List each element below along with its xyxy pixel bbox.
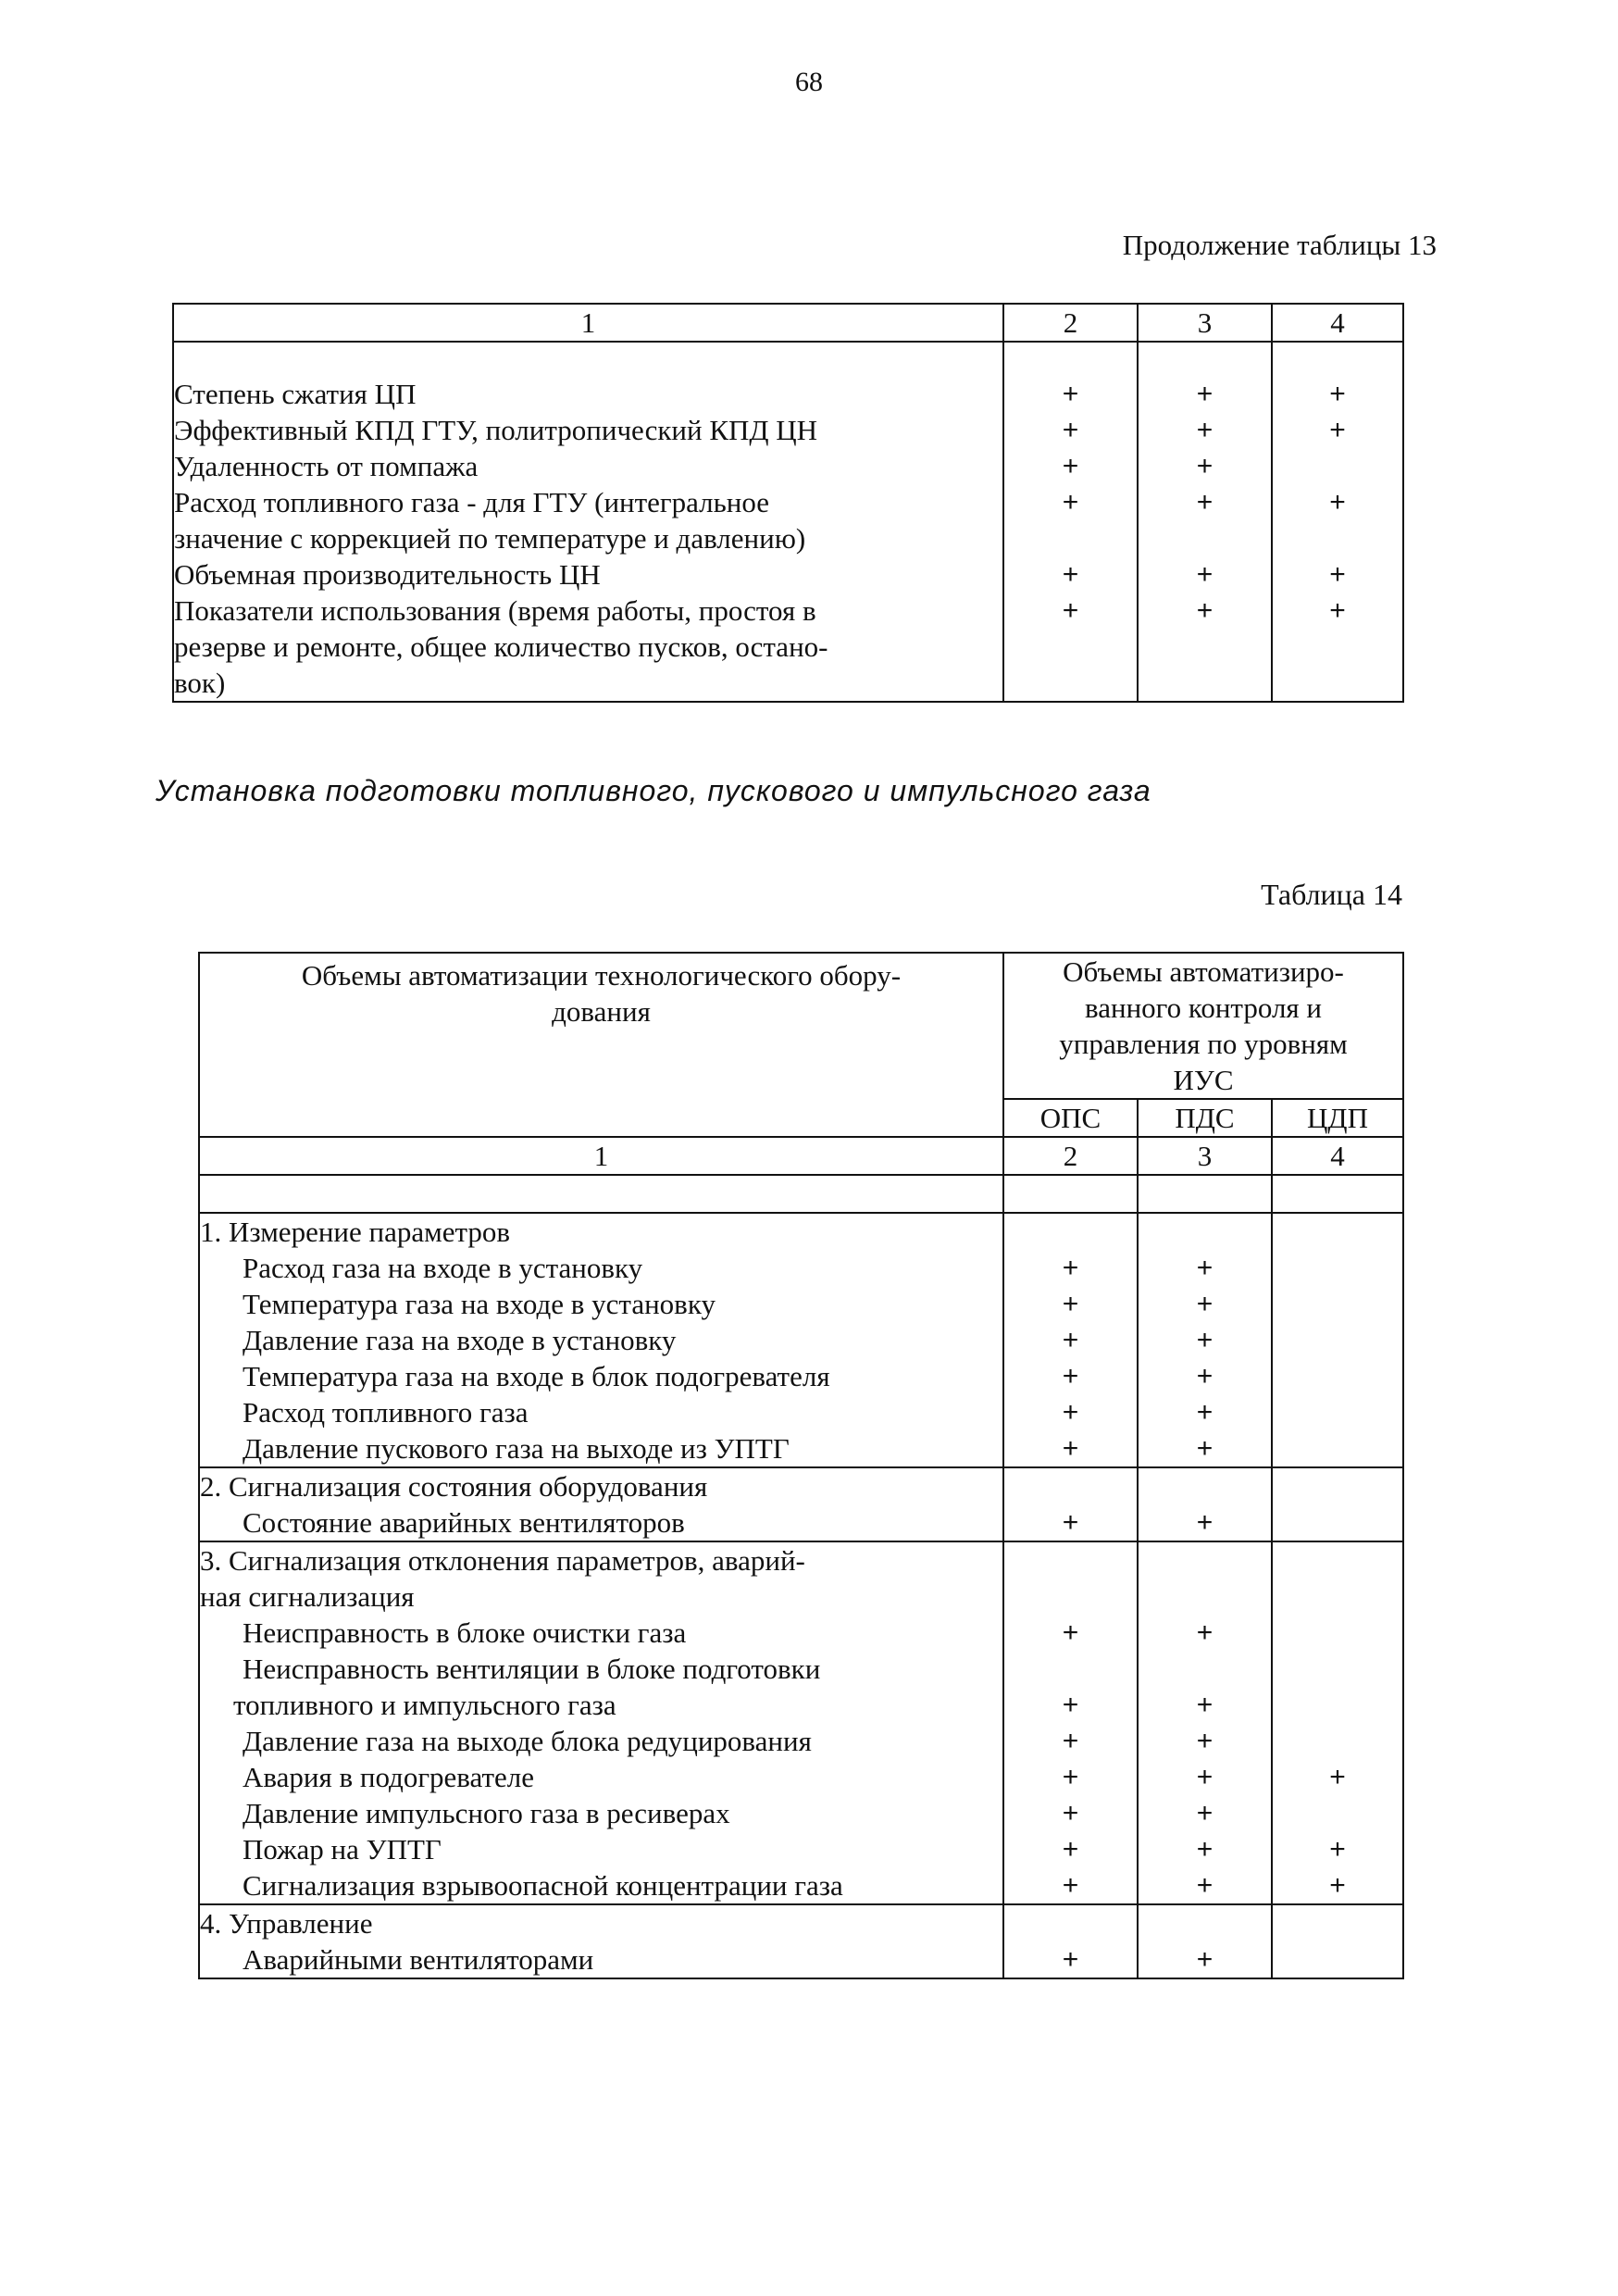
t14-ops-mark: +: [1062, 1289, 1079, 1319]
t14-item-label: Давление газа на входе в установку: [243, 1324, 677, 1356]
t14-pds-mark: +: [1196, 1762, 1214, 1792]
t13-row-label: резерве и ремонте, общее количество пусков, остано-: [174, 630, 828, 663]
t13-pds-cell: [1138, 342, 1272, 702]
t14-colnum-4: 4: [1272, 1137, 1403, 1175]
t13-ops-mark: [1004, 629, 1137, 665]
t14-empty-mark: [1004, 1468, 1137, 1504]
t14-item-label: Давление пускового газа на выходе из УПТГ: [243, 1432, 790, 1465]
t14-section-title: ная сигнализация: [200, 1580, 415, 1613]
t14-pds-mark: +: [1196, 1690, 1214, 1720]
t14-item-label: Неисправность в блоке очистки газа: [243, 1616, 687, 1649]
t13-row-label: Эффективный КПД ГТУ, политропический КПД ЦН: [174, 414, 818, 446]
t14-header-group: [1003, 953, 1403, 1099]
t14-section-label-cell: [199, 1541, 1003, 1904]
t13-pds-mark: +: [1196, 595, 1214, 626]
t14-section-1: [199, 1213, 1403, 1467]
t14-header-col1-line: Объемы автоматизации технологического обору-: [301, 959, 902, 992]
t14-pds-mark: +: [1196, 1397, 1214, 1428]
t14-pds-mark: [1139, 1651, 1271, 1687]
table-13: [172, 303, 1404, 703]
t14-ops-mark: +: [1062, 1870, 1079, 1901]
t13-ops-mark: +: [1062, 415, 1079, 445]
t13-row-label: вок): [174, 667, 226, 699]
t14-pds-mark: +: [1196, 1325, 1214, 1355]
t14-ops-mark: [1004, 1651, 1137, 1687]
t14-pds-mark: +: [1196, 1726, 1214, 1756]
t14-item-label: Сигнализация взрывоопасной концентрации газа: [243, 1869, 843, 1902]
t14-section-2: [199, 1467, 1403, 1541]
t13-row-label: Удаленность от помпажа: [174, 450, 479, 482]
t13-row-label: значение с коррекцией по температуре и давлению): [174, 522, 806, 555]
t13-cdp-mark: [1273, 448, 1402, 484]
t13-cdp-mark: +: [1329, 487, 1346, 518]
t13-cdp-mark: [1273, 520, 1402, 556]
t13-cdp-mark: +: [1329, 595, 1346, 626]
t14-pds-mark: +: [1196, 1944, 1214, 1975]
t13-colnum-2: 2: [1003, 304, 1138, 342]
t14-empty-mark: [1139, 1578, 1271, 1615]
t14-section-cdp-cell: [1272, 1467, 1403, 1541]
t14-section-ops-cell: [1003, 1904, 1138, 1978]
t13-cdp-cell: [1272, 342, 1403, 702]
t14-colnum-2: 2: [1003, 1137, 1138, 1175]
t14-ops-mark: +: [1062, 1798, 1079, 1828]
t14-ops-mark: +: [1062, 1397, 1079, 1428]
t14-ops-mark: +: [1062, 1325, 1079, 1355]
t13-ops-mark: +: [1062, 451, 1079, 481]
t14-section-4: [199, 1904, 1403, 1978]
t13-ops-mark: +: [1062, 487, 1079, 518]
t14-empty-mark: [1273, 1578, 1402, 1615]
t14-cdp-mark: [1273, 1286, 1402, 1322]
t14-pds-mark: +: [1196, 1253, 1214, 1283]
t14-blank-row: [199, 1175, 1403, 1213]
t14-blank-cell: [1138, 1175, 1272, 1213]
t14-item-label: Давление газа на выходе блока редуцирования: [243, 1725, 812, 1757]
t14-empty-mark: [1273, 1905, 1402, 1941]
t13-colnum-1: 1: [173, 304, 1003, 342]
t14-cdp-mark: [1273, 1430, 1402, 1466]
t13-pds-mark: +: [1196, 451, 1214, 481]
t13-ops-mark: +: [1062, 379, 1079, 409]
t14-pds-mark: +: [1196, 1617, 1214, 1648]
t13-ops-mark: +: [1062, 559, 1079, 590]
t14-header-group-line: Объемы автоматизиро-: [1063, 955, 1344, 988]
t14-ops-mark: +: [1062, 1361, 1079, 1391]
t14-cdp-mark: [1273, 1394, 1402, 1430]
t14-pds-mark: +: [1196, 1433, 1214, 1464]
t14-section-cdp-cell: [1272, 1213, 1403, 1467]
t14-cdp-mark: [1273, 1250, 1402, 1286]
t13-row-label: Объемная производительность ЦН: [174, 558, 601, 591]
t13-pds-mark: [1139, 520, 1271, 556]
t14-header-col1-line: дования: [552, 995, 651, 1028]
t14-level-2: ПДС: [1138, 1099, 1272, 1137]
t14-empty-mark: [1004, 1542, 1137, 1578]
t14-colnum-row: [199, 1137, 1403, 1175]
t14-empty-mark: [1273, 1468, 1402, 1504]
t14-header-group-text: [1004, 954, 1402, 1098]
t13-ops-cell: [1003, 342, 1138, 702]
t14-cdp-mark: [1273, 1723, 1402, 1759]
t14-empty-mark: [1004, 1214, 1137, 1250]
t14-header-col1: [199, 953, 1003, 1137]
t14-cdp-mark: +: [1329, 1762, 1346, 1792]
t13-row-label: Расход топливного газа - для ГТУ (интегральное: [174, 486, 770, 518]
t13-pds-mark: +: [1196, 487, 1214, 518]
t14-pds-mark: +: [1196, 1361, 1214, 1391]
t14-item-label: Расход топливного газа: [243, 1396, 529, 1429]
t13-colnum-row: [173, 304, 1403, 342]
t13-cdp-mark: [1273, 629, 1402, 665]
t14-section-ops-cell: [1003, 1467, 1138, 1541]
t14-empty-mark: [1139, 1214, 1271, 1250]
t14-item-label: Состояние аварийных вентиляторов: [243, 1506, 685, 1539]
t14-cdp-mark: +: [1329, 1870, 1346, 1901]
t14-ops-mark: +: [1062, 1617, 1079, 1648]
t14-empty-mark: [1004, 1905, 1137, 1941]
t14-colnum-1: 1: [199, 1137, 1003, 1175]
table13-caption: Продолжение таблицы 13: [1122, 229, 1437, 261]
t14-header-group-line: ванного контроля и: [1085, 992, 1323, 1024]
t14-ops-mark: +: [1062, 1690, 1079, 1720]
t14-section-cdp-cell: [1272, 1904, 1403, 1978]
t14-blank-cell: [1003, 1175, 1138, 1213]
t14-section-title: 2. Сигнализация состояния оборудования: [200, 1470, 708, 1503]
t14-item-label: Расход газа на входе в установку: [243, 1252, 643, 1284]
t14-section-title: 1. Измерение параметров: [200, 1216, 511, 1248]
t14-item-label: Авария в подогревателе: [243, 1761, 535, 1793]
t13-cdp-mark: +: [1329, 415, 1346, 445]
t14-header-col1-text: [200, 954, 1002, 1033]
t13-colnum-3: 3: [1138, 304, 1272, 342]
t14-item-label: Температура газа на входе в установку: [243, 1288, 716, 1320]
t14-empty-mark: [1139, 1542, 1271, 1578]
t14-cdp-mark: [1273, 1358, 1402, 1394]
t14-pds-mark: +: [1196, 1507, 1214, 1538]
t14-ops-mark: +: [1062, 1762, 1079, 1792]
t14-item-label: Давление импульсного газа в ресиверах: [243, 1797, 730, 1829]
t14-cdp-mark: [1273, 1322, 1402, 1358]
t14-section-ops-cell: [1003, 1213, 1138, 1467]
t14-item-label: Пожар на УПТГ: [243, 1833, 442, 1866]
t14-level-3: ЦДП: [1272, 1099, 1403, 1137]
t14-item-label: Неисправность вентиляции в блоке подготовки: [243, 1653, 821, 1685]
t14-empty-mark: [1004, 1578, 1137, 1615]
t13-description-cell: [173, 342, 1003, 702]
t14-cdp-mark: +: [1329, 1834, 1346, 1865]
t14-cdp-mark: [1273, 1504, 1402, 1541]
table-14: [198, 952, 1404, 1979]
t14-ops-mark: +: [1062, 1726, 1079, 1756]
t13-row-label: Степень сжатия ЦП: [174, 378, 417, 410]
t14-pds-mark: +: [1196, 1834, 1214, 1865]
t14-section-label-cell: [199, 1904, 1003, 1978]
t14-blank-cell: [1272, 1175, 1403, 1213]
t13-pds-mark: +: [1196, 415, 1214, 445]
section-title: Установка подготовки топливного, пускового и импульсного газа: [156, 774, 1151, 807]
t14-cdp-mark: [1273, 1941, 1402, 1978]
t13-colnum-4: 4: [1272, 304, 1403, 342]
t13-row-label: Показатели использования (время работы, простоя в: [174, 594, 816, 627]
t13-ops-mark: [1004, 520, 1137, 556]
t13-ops-mark: [1004, 665, 1137, 701]
t14-cdp-mark: [1273, 1615, 1402, 1651]
t14-header-group-line: управления по уровням: [1059, 1028, 1348, 1060]
t14-section-label-cell: [199, 1467, 1003, 1541]
t14-pds-mark: +: [1196, 1798, 1214, 1828]
t14-empty-mark: [1139, 1468, 1271, 1504]
t14-section-cdp-cell: [1272, 1541, 1403, 1904]
t14-section-pds-cell: [1138, 1904, 1272, 1978]
t14-ops-mark: +: [1062, 1433, 1079, 1464]
t14-empty-mark: [1273, 1214, 1402, 1250]
t14-section-title: 4. Управление: [200, 1907, 373, 1940]
t14-cdp-mark: [1273, 1687, 1402, 1723]
t13-pds-mark: +: [1196, 379, 1214, 409]
t14-item-label: Аварийными вентиляторами: [243, 1943, 594, 1976]
t14-empty-mark: [1273, 1542, 1402, 1578]
t14-section-pds-cell: [1138, 1541, 1272, 1904]
t14-ops-mark: +: [1062, 1834, 1079, 1865]
t13-cdp-mark: +: [1329, 559, 1346, 590]
t14-cdp-mark: [1273, 1795, 1402, 1831]
t14-cdp-mark: [1273, 1651, 1402, 1687]
t14-header-group-line: ИУС: [1173, 1064, 1234, 1096]
t14-pds-mark: +: [1196, 1870, 1214, 1901]
t14-section-title: 3. Сигнализация отклонения параметров, аварий-: [200, 1544, 805, 1577]
table14-caption: Таблица 14: [1261, 878, 1402, 911]
t14-section-pds-cell: [1138, 1467, 1272, 1541]
t14-section-ops-cell: [1003, 1541, 1138, 1904]
t13-cdp-mark: [1273, 665, 1402, 701]
t13-ops-mark: +: [1062, 595, 1079, 626]
t13-pds-mark: +: [1196, 559, 1214, 590]
t14-item-label: Температура газа на входе в блок подогревателя: [243, 1360, 830, 1392]
t13-cdp-mark: +: [1329, 379, 1346, 409]
t14-header-row: [199, 953, 1403, 1099]
t14-section-label-cell: [199, 1213, 1003, 1467]
t14-ops-mark: +: [1062, 1507, 1079, 1538]
t13-pds-mark: [1139, 629, 1271, 665]
page-number: 68: [795, 67, 823, 97]
t14-section-3: [199, 1541, 1403, 1904]
t14-level-1: ОПС: [1003, 1099, 1138, 1137]
t14-ops-mark: +: [1062, 1253, 1079, 1283]
t13-body-row: [173, 342, 1403, 702]
t14-ops-mark: +: [1062, 1944, 1079, 1975]
t13-pds-mark: [1139, 665, 1271, 701]
t14-colnum-3: 3: [1138, 1137, 1272, 1175]
t14-empty-mark: [1139, 1905, 1271, 1941]
t14-section-pds-cell: [1138, 1213, 1272, 1467]
t14-item-label: топливного и импульсного газа: [233, 1689, 616, 1721]
t14-blank-cell: [199, 1175, 1003, 1213]
t14-pds-mark: +: [1196, 1289, 1214, 1319]
